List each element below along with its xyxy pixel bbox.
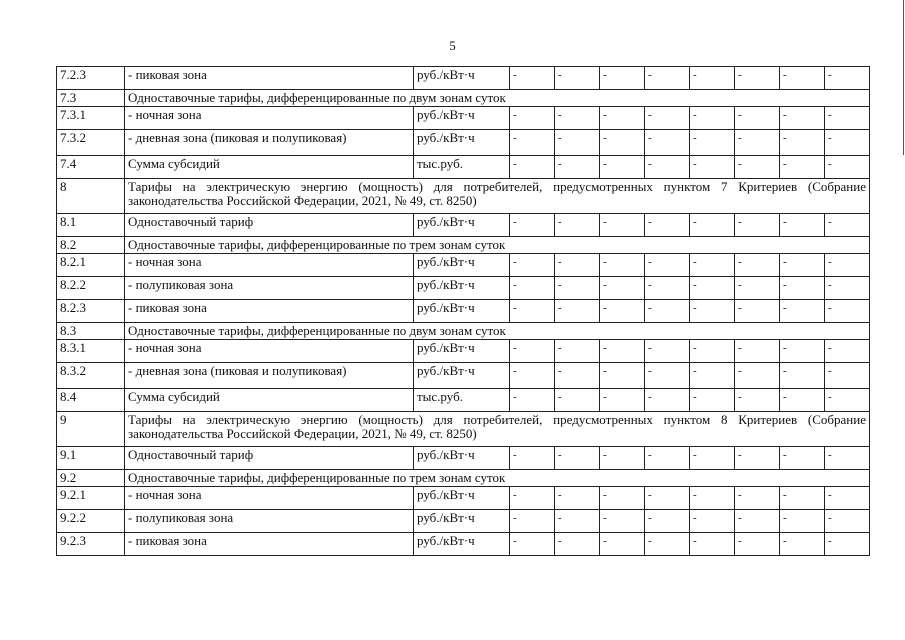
row-code: 9.2.1 <box>57 487 125 510</box>
value-cell: - <box>555 130 600 156</box>
row-code: 8.2 <box>57 237 125 254</box>
value-cell: - <box>690 214 735 237</box>
row-name: - дневная зона (пиковая и полупиковая) <box>125 363 414 389</box>
table-row <box>57 214 870 237</box>
value-cell: - <box>780 156 825 179</box>
value-cell: - <box>735 254 780 277</box>
value-cell: - <box>510 447 555 470</box>
value-cell: - <box>600 389 645 412</box>
row-unit: руб./кВт·ч <box>414 510 510 533</box>
value-cell: - <box>735 130 780 156</box>
value-cell: - <box>645 156 690 179</box>
value-cell: - <box>780 130 825 156</box>
value-cell: - <box>600 156 645 179</box>
row-name: - пиковая зона <box>125 300 414 323</box>
value-cell: - <box>690 130 735 156</box>
row-code: 9.1 <box>57 447 125 470</box>
row-unit: руб./кВт·ч <box>414 214 510 237</box>
value-cell: - <box>780 214 825 237</box>
row-code: 8.3 <box>57 323 125 340</box>
row-name: - пиковая зона <box>125 67 414 90</box>
value-cell: - <box>645 107 690 130</box>
section-title: Тарифы на электрическую энергию (мощность) для потребителей, предусмотренных пунктом 7 Критериев (Собрание законодательства Российской Федерации, 2021, № 49, ст. 8250) <box>125 179 870 214</box>
row-unit: руб./кВт·ч <box>414 533 510 556</box>
table-row <box>57 90 870 107</box>
table-row <box>57 300 870 323</box>
value-cell: - <box>690 156 735 179</box>
value-cell: - <box>735 340 780 363</box>
row-name: Одноставочный тариф <box>125 214 414 237</box>
value-cell: - <box>735 277 780 300</box>
value-cell: - <box>555 300 600 323</box>
value-cell: - <box>825 277 870 300</box>
value-cell: - <box>645 533 690 556</box>
table-row <box>57 487 870 510</box>
value-cell: - <box>735 487 780 510</box>
row-code: 7.3.1 <box>57 107 125 130</box>
value-cell: - <box>735 363 780 389</box>
value-cell: - <box>555 340 600 363</box>
value-cell: - <box>555 277 600 300</box>
row-unit: руб./кВт·ч <box>414 130 510 156</box>
value-cell: - <box>645 340 690 363</box>
row-code: 8.2.1 <box>57 254 125 277</box>
value-cell: - <box>735 67 780 90</box>
value-cell: - <box>510 340 555 363</box>
section-title: Одноставочные тарифы, дифференцированные по двум зонам суток <box>125 90 870 107</box>
table-row <box>57 277 870 300</box>
value-cell: - <box>780 107 825 130</box>
section-title: Тарифы на электрическую энергию (мощность) для потребителей, предусмотренных пунктом 8 Критериев (Собрание законодательства Российской Федерации, 2021, № 49, ст. 8250) <box>125 412 870 447</box>
value-cell: - <box>645 447 690 470</box>
row-unit: руб./кВт·ч <box>414 340 510 363</box>
value-cell: - <box>600 300 645 323</box>
row-name: Сумма субсидий <box>125 156 414 179</box>
value-cell: - <box>510 487 555 510</box>
value-cell: - <box>735 389 780 412</box>
value-cell: - <box>510 363 555 389</box>
row-code: 7.2.3 <box>57 67 125 90</box>
table-row <box>57 179 870 214</box>
value-cell: - <box>555 487 600 510</box>
row-code: 9.2.2 <box>57 510 125 533</box>
row-code: 8.3.2 <box>57 363 125 389</box>
table-row <box>57 340 870 363</box>
value-cell: - <box>825 67 870 90</box>
value-cell: - <box>555 363 600 389</box>
value-cell: - <box>690 254 735 277</box>
value-cell: - <box>735 510 780 533</box>
row-name: - дневная зона (пиковая и полупиковая) <box>125 130 414 156</box>
value-cell: - <box>690 340 735 363</box>
row-code: 8.4 <box>57 389 125 412</box>
value-cell: - <box>510 67 555 90</box>
section-title: Одноставочные тарифы, дифференцированные по трем зонам суток <box>125 237 870 254</box>
value-cell: - <box>600 487 645 510</box>
row-name: Сумма субсидий <box>125 389 414 412</box>
row-name: - ночная зона <box>125 487 414 510</box>
row-unit: тыс.руб. <box>414 389 510 412</box>
value-cell: - <box>600 67 645 90</box>
value-cell: - <box>555 67 600 90</box>
table-row <box>57 389 870 412</box>
value-cell: - <box>555 510 600 533</box>
table-row <box>57 323 870 340</box>
value-cell: - <box>510 533 555 556</box>
value-cell: - <box>645 389 690 412</box>
value-cell: - <box>690 107 735 130</box>
value-cell: - <box>555 389 600 412</box>
value-cell: - <box>735 300 780 323</box>
table-row <box>57 67 870 90</box>
row-code: 7.4 <box>57 156 125 179</box>
value-cell: - <box>510 130 555 156</box>
value-cell: - <box>600 533 645 556</box>
value-cell: - <box>555 156 600 179</box>
value-cell: - <box>645 67 690 90</box>
value-cell: - <box>825 130 870 156</box>
table-row <box>57 363 870 389</box>
value-cell: - <box>510 510 555 533</box>
value-cell: - <box>600 214 645 237</box>
row-unit: руб./кВт·ч <box>414 447 510 470</box>
row-name: - полупиковая зона <box>125 277 414 300</box>
value-cell: - <box>645 487 690 510</box>
row-unit: руб./кВт·ч <box>414 363 510 389</box>
value-cell: - <box>825 254 870 277</box>
value-cell: - <box>735 214 780 237</box>
value-cell: - <box>510 214 555 237</box>
row-code: 8.3.1 <box>57 340 125 363</box>
value-cell: - <box>735 156 780 179</box>
row-name: - пиковая зона <box>125 533 414 556</box>
value-cell: - <box>780 533 825 556</box>
row-unit: руб./кВт·ч <box>414 254 510 277</box>
row-code: 8 <box>57 179 125 214</box>
value-cell: - <box>780 447 825 470</box>
table-row <box>57 533 870 556</box>
row-unit: руб./кВт·ч <box>414 487 510 510</box>
value-cell: - <box>690 363 735 389</box>
value-cell: - <box>645 214 690 237</box>
table-row <box>57 510 870 533</box>
value-cell: - <box>825 447 870 470</box>
value-cell: - <box>600 363 645 389</box>
table-row <box>57 237 870 254</box>
value-cell: - <box>690 510 735 533</box>
row-unit: руб./кВт·ч <box>414 277 510 300</box>
value-cell: - <box>780 254 825 277</box>
value-cell: - <box>645 254 690 277</box>
value-cell: - <box>555 107 600 130</box>
row-name: - ночная зона <box>125 340 414 363</box>
value-cell: - <box>825 214 870 237</box>
value-cell: - <box>825 340 870 363</box>
value-cell: - <box>825 363 870 389</box>
value-cell: - <box>735 533 780 556</box>
value-cell: - <box>600 340 645 363</box>
page-number: 5 <box>449 38 456 53</box>
value-cell: - <box>780 340 825 363</box>
value-cell: - <box>780 389 825 412</box>
value-cell: - <box>780 67 825 90</box>
table-row <box>57 412 870 447</box>
value-cell: - <box>690 300 735 323</box>
value-cell: - <box>600 130 645 156</box>
row-code: 8.2.3 <box>57 300 125 323</box>
value-cell: - <box>645 363 690 389</box>
value-cell: - <box>645 510 690 533</box>
value-cell: - <box>780 510 825 533</box>
value-cell: - <box>825 510 870 533</box>
value-cell: - <box>735 447 780 470</box>
value-cell: - <box>510 107 555 130</box>
value-cell: - <box>780 300 825 323</box>
scan-edge-line <box>903 0 904 155</box>
section-title: Одноставочные тарифы, дифференцированные по двум зонам суток <box>125 323 870 340</box>
value-cell: - <box>690 67 735 90</box>
value-cell: - <box>555 447 600 470</box>
value-cell: - <box>690 533 735 556</box>
row-code: 9.2 <box>57 470 125 487</box>
value-cell: - <box>600 447 645 470</box>
value-cell: - <box>825 389 870 412</box>
row-code: 8.2.2 <box>57 277 125 300</box>
value-cell: - <box>780 363 825 389</box>
value-cell: - <box>825 300 870 323</box>
table-row <box>57 130 870 156</box>
value-cell: - <box>510 389 555 412</box>
value-cell: - <box>780 487 825 510</box>
row-code: 8.1 <box>57 214 125 237</box>
value-cell: - <box>510 300 555 323</box>
value-cell: - <box>690 487 735 510</box>
row-name: - ночная зона <box>125 254 414 277</box>
row-code: 7.3.2 <box>57 130 125 156</box>
row-name: Одноставочный тариф <box>125 447 414 470</box>
value-cell: - <box>600 510 645 533</box>
value-cell: - <box>645 277 690 300</box>
tariff-table-body <box>57 67 870 556</box>
value-cell: - <box>600 254 645 277</box>
row-unit: руб./кВт·ч <box>414 300 510 323</box>
value-cell: - <box>735 107 780 130</box>
value-cell: - <box>555 254 600 277</box>
row-unit: тыс.руб. <box>414 156 510 179</box>
value-cell: - <box>510 156 555 179</box>
table-row <box>57 254 870 277</box>
value-cell: - <box>690 447 735 470</box>
value-cell: - <box>645 300 690 323</box>
table-row <box>57 156 870 179</box>
table-row <box>57 107 870 130</box>
value-cell: - <box>690 277 735 300</box>
value-cell: - <box>555 533 600 556</box>
table-row <box>57 470 870 487</box>
value-cell: - <box>555 214 600 237</box>
row-unit: руб./кВт·ч <box>414 67 510 90</box>
row-name: - ночная зона <box>125 107 414 130</box>
table-row <box>57 447 870 470</box>
value-cell: - <box>600 277 645 300</box>
row-code: 9 <box>57 412 125 447</box>
row-name: - полупиковая зона <box>125 510 414 533</box>
row-code: 9.2.3 <box>57 533 125 556</box>
value-cell: - <box>690 389 735 412</box>
value-cell: - <box>825 487 870 510</box>
value-cell: - <box>825 156 870 179</box>
value-cell: - <box>780 277 825 300</box>
tariff-table <box>56 66 870 556</box>
section-title: Одноставочные тарифы, дифференцированные по трем зонам суток <box>125 470 870 487</box>
row-unit: руб./кВт·ч <box>414 107 510 130</box>
value-cell: - <box>825 533 870 556</box>
value-cell: - <box>825 107 870 130</box>
value-cell: - <box>510 277 555 300</box>
value-cell: - <box>510 254 555 277</box>
value-cell: - <box>645 130 690 156</box>
row-code: 7.3 <box>57 90 125 107</box>
value-cell: - <box>600 107 645 130</box>
